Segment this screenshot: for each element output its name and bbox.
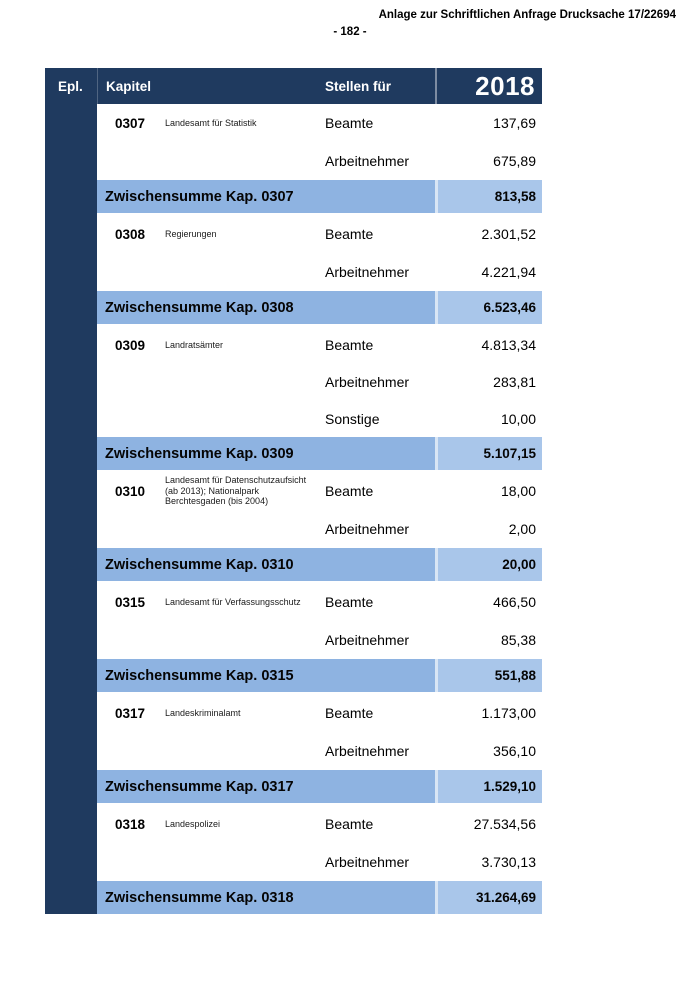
section-head [97,215,317,253]
staff-category-label: Beamte [325,336,374,353]
subtotal-row [97,881,542,914]
section-rows [97,215,542,291]
staff-value: 2,00 [508,521,536,537]
column-header-year-2018: 2018 [435,68,542,104]
staff-value: 137,69 [493,115,536,131]
staff-category-label: Beamte [325,816,374,832]
staff-value: 18,00 [500,483,536,499]
staff-row [97,142,542,180]
section-head [97,326,317,364]
kapitel-description: Landesamt für Statistik [165,117,257,128]
staff-category-label: Beamte [325,115,374,131]
subtotal-label: Zwischensumme Kap. 0310 [97,548,435,581]
subtotal-row [97,770,542,803]
subtotal-label: Zwischensumme Kap. 0317 [97,770,435,803]
staff-row [97,732,542,770]
kapitel-section [97,694,542,803]
subtotal-label: Zwischensumme Kap. 0309 [97,437,435,470]
staff-row [97,400,542,437]
staff-row [97,621,542,659]
kapitel-description: Landesamt für Datenschutzaufsicht (ab 2013); Nationalpark Berchtesgaden (bis 2004) [165,474,307,507]
subtotal-value: 813,58 [435,180,542,213]
subtotal-label: Zwischensumme Kap. 0308 [97,291,435,324]
staff-category-label: Arbeitnehmer [325,521,410,537]
kapitel-description: Landesamt für Verfassungsschutz [165,596,301,607]
section-rows [97,694,542,770]
table-header-row [45,68,542,104]
subtotal-row [97,548,542,581]
staff-value: 3.730,13 [481,854,536,870]
staff-category-label: Arbeitnehmer [325,632,410,648]
staff-value: 10,00 [500,410,536,427]
subtotal-value: 5.107,15 [435,437,542,470]
section-rows [97,805,542,881]
staff-value: 85,38 [500,632,536,648]
kapitel-description: Landespolizei [165,818,221,829]
kapitel-number: 0315 [115,594,146,610]
subtotal-row [97,180,542,213]
kapitel-section [97,104,542,213]
kapitel-number: 0317 [115,705,146,721]
subtotal-value: 20,00 [435,548,542,581]
subtotal-row [97,437,542,470]
staff-category-label: Beamte [325,226,374,242]
kapitel-number: 0309 [115,337,146,353]
subtotal-value: 31.264,69 [435,881,542,914]
subtotal-row [97,291,542,324]
kapitel-description: Landratsämter [165,339,224,350]
staff-value: 4.221,94 [481,264,536,280]
kapitel-section [97,326,542,470]
page-number: - 182 - [333,26,367,38]
subtotal-label: Zwischensumme Kap. 0307 [97,180,435,213]
staff-row [97,363,542,400]
table-body [97,104,542,914]
staff-category-label: Arbeitnehmer [325,854,410,870]
staff-row [97,843,542,881]
subtotal-label: Zwischensumme Kap. 0318 [97,881,435,914]
staff-category-label: Beamte [325,483,374,499]
section-head [97,694,317,732]
column-header-epl: Epl. [58,78,83,94]
kapitel-section [97,583,542,692]
section-head [97,805,317,843]
staff-category-label: Arbeitnehmer [325,264,410,280]
section-head [97,104,317,142]
subtotal-value: 6.523,46 [435,291,542,324]
staff-value: 2.301,52 [481,226,536,242]
kapitel-section [97,805,542,914]
subtotal-value: 551,88 [435,659,542,692]
staff-value: 356,10 [493,743,536,759]
staff-category-label: Beamte [325,705,374,721]
document-header-note: Anlage zur Schriftlichen Anfrage Drucksache 17/22694 [378,9,676,21]
kapitel-number: 0308 [115,226,146,242]
kapitel-number: 0318 [115,816,146,832]
staff-row [97,510,542,548]
staff-category-label: Beamte [325,594,374,610]
column-header-stellen-fuer: Stellen für [325,78,392,94]
staff-row [97,253,542,291]
staff-value: 4.813,34 [481,336,536,353]
kapitel-number: 0310 [115,483,146,499]
staff-category-label: Arbeitnehmer [325,743,410,759]
staff-category-label: Arbeitnehmer [325,373,410,390]
kapitel-description: Landeskriminalamt [165,707,241,718]
column-header-kapitel: Kapitel [97,68,325,104]
subtotal-value: 1.529,10 [435,770,542,803]
section-rows [97,326,542,437]
kapitel-section [97,472,542,581]
section-head [97,472,317,510]
kapitel-section [97,215,542,324]
staff-value: 675,89 [493,153,536,169]
staff-value: 466,50 [493,594,536,610]
kapitel-number: 0307 [115,115,146,131]
staff-category-label: Arbeitnehmer [325,153,410,169]
staff-value: 1.173,00 [481,705,536,721]
personnel-table [45,68,542,914]
epl-column-band [45,68,97,914]
staff-category-label: Sonstige [325,410,380,427]
kapitel-description: Regierungen [165,228,217,239]
section-rows [97,104,542,180]
section-rows [97,583,542,659]
section-rows [97,472,542,548]
staff-value: 27.534,56 [473,816,536,832]
section-head [97,583,317,621]
subtotal-label: Zwischensumme Kap. 0315 [97,659,435,692]
subtotal-row [97,659,542,692]
staff-value: 283,81 [493,373,536,390]
